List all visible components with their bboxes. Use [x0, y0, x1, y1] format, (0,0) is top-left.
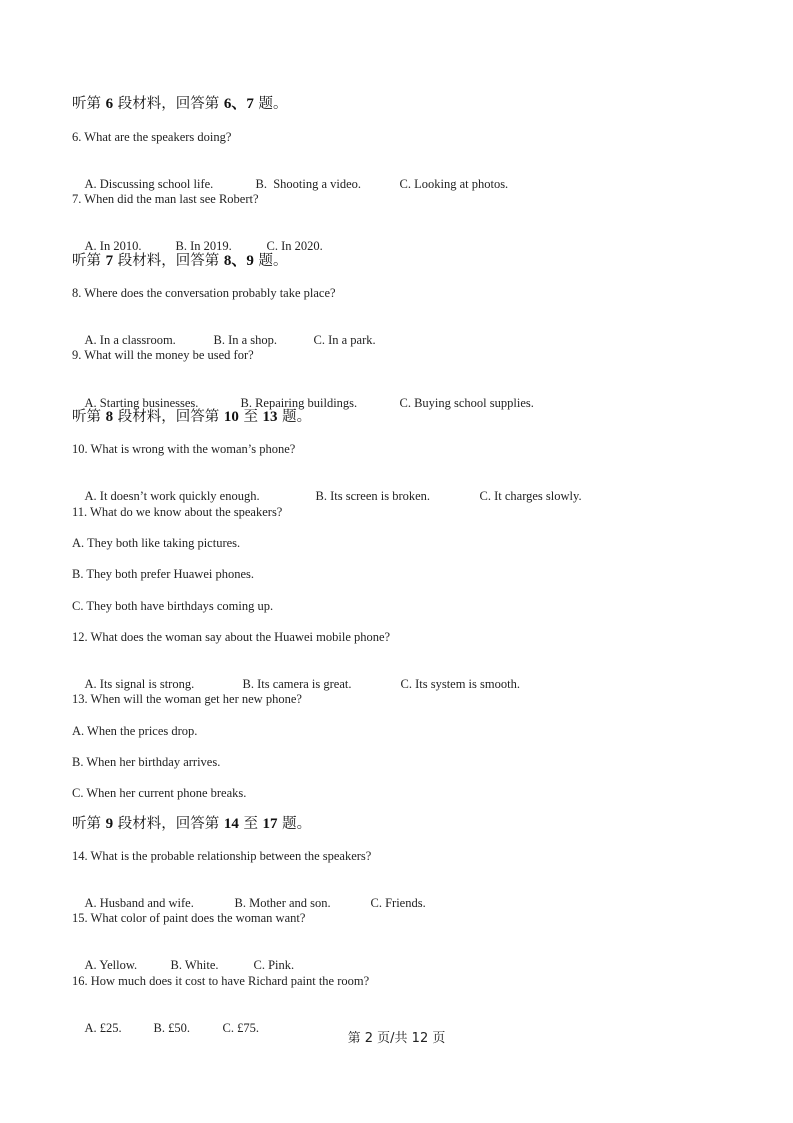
section-heading-7: 听第 7 段材料，回答第 8、9 题。 — [72, 253, 288, 269]
option-8a: A. In a classroom. — [84, 333, 176, 347]
question-8: 8. Where does the conversation probably take place? — [72, 286, 336, 300]
option-11a: A. They both like taking pictures. — [72, 536, 241, 550]
option-12c: C. Its system is smooth. — [400, 677, 520, 691]
question-9: 9. What will the money be used for? — [72, 348, 254, 362]
option-16c: C. £75. — [222, 1021, 259, 1035]
option-12b: B. Its camera is great. — [242, 677, 352, 691]
option-8b: B. In a shop. — [213, 333, 278, 347]
option-16a: A. £25. — [84, 1021, 122, 1035]
question-13: 13. When will the woman get her new phone? — [72, 692, 302, 706]
option-11c: C. They both have birthdays coming up. — [72, 599, 274, 613]
question-12: 12. What does the woman say about the Huawei mobile phone? — [72, 630, 391, 644]
option-14c: C. Friends. — [370, 896, 426, 910]
option-15c: C. Pink. — [253, 958, 295, 972]
page-number: 第 2 页/共 12 页 — [347, 1031, 446, 1046]
question-11: 11. What do we know about the speakers? — [72, 505, 283, 519]
option-15b: B. White. — [170, 958, 219, 972]
question-10: 10. What is wrong with the woman’s phone? — [72, 442, 296, 456]
option-14b: B. Mother and son. — [234, 896, 331, 910]
option-10a: A. It doesn’t work quickly enough. — [84, 489, 260, 503]
option-7b: B. In 2019. — [175, 239, 232, 253]
option-14a: A. Husband and wife. — [84, 896, 194, 910]
option-10c: C. It charges slowly. — [479, 489, 582, 503]
option-6c: C. Looking at photos. — [399, 177, 509, 191]
option-9b: B. Repairing buildings. — [240, 396, 358, 410]
option-12a: A. Its signal is strong. — [84, 677, 195, 691]
option-13c: C. When her current phone breaks. — [72, 786, 247, 800]
option-6b: B. Shooting a video. — [255, 177, 362, 191]
option-9c: C. Buying school supplies. — [399, 396, 534, 410]
option-11b: B. They both prefer Huawei phones. — [72, 567, 255, 581]
option-8c: C. In a park. — [313, 333, 376, 347]
section-heading-6: 听第 6 段材料，回答第 6、7 题。 — [72, 96, 288, 112]
option-10b: B. Its screen is broken. — [315, 489, 431, 503]
question-16: 16. How much does it cost to have Richard paint the room? — [72, 974, 370, 988]
question-15: 15. What color of paint does the woman want? — [72, 911, 306, 925]
question-7: 7. When did the man last see Robert? — [72, 192, 259, 206]
option-15a: A. Yellow. — [84, 958, 138, 972]
option-13a: A. When the prices drop. — [72, 724, 198, 738]
section-heading-8: 听第 8 段材料，回答第 10 至 13 题。 — [72, 409, 312, 425]
option-9a: A. Starting businesses. — [84, 396, 199, 410]
question-6: 6. What are the speakers doing? — [72, 130, 232, 144]
question-14: 14. What is the probable relationship between the speakers? — [72, 849, 372, 863]
option-7a: A. In 2010. — [84, 239, 142, 253]
option-6a: A. Discussing school life. — [84, 177, 214, 191]
option-16b: B. £50. — [153, 1021, 190, 1035]
section-heading-9: 听第 9 段材料，回答第 14 至 17 题。 — [72, 816, 312, 832]
option-13b: B. When her birthday arrives. — [72, 755, 221, 769]
option-7c: C. In 2020. — [266, 239, 323, 253]
